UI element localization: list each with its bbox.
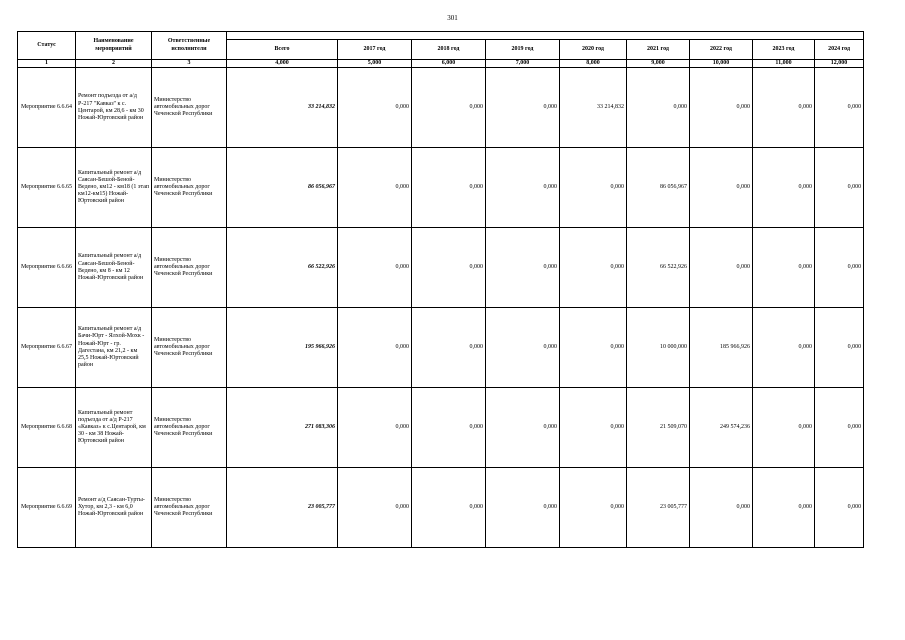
row-value: 0,000 bbox=[486, 308, 560, 388]
row-value: 0,000 bbox=[815, 388, 864, 468]
header-status: Статус bbox=[18, 32, 76, 60]
row-value: 0,000 bbox=[486, 148, 560, 228]
row-value: 0,000 bbox=[486, 228, 560, 308]
column-number: 8,000 bbox=[560, 60, 627, 68]
row-value: 0,000 bbox=[690, 468, 753, 548]
row-value: 0,000 bbox=[690, 148, 753, 228]
column-number: 11,000 bbox=[753, 60, 815, 68]
table-row bbox=[18, 228, 864, 308]
row-value: 0,000 bbox=[753, 468, 815, 548]
header-year: 2024 год bbox=[815, 40, 864, 60]
row-name: Ремонт подъезда от а/д Р-217 "Кавказ" к с. Центарой, км 28,6 - км 30 Ножай-Юртовский район bbox=[76, 68, 152, 148]
row-value: 0,000 bbox=[338, 308, 412, 388]
row-value: 0,000 bbox=[338, 468, 412, 548]
row-value: 0,000 bbox=[486, 68, 560, 148]
row-value: 0,000 bbox=[412, 228, 486, 308]
table-row bbox=[18, 308, 864, 388]
column-number: 6,000 bbox=[412, 60, 486, 68]
row-value: 0,000 bbox=[753, 148, 815, 228]
header-row-top bbox=[18, 32, 864, 40]
row-value: 0,000 bbox=[815, 468, 864, 548]
table-row bbox=[18, 468, 864, 548]
row-value: 0,000 bbox=[338, 388, 412, 468]
row-status: Мероприятие 6.6.67 bbox=[18, 308, 76, 388]
row-value: 0,000 bbox=[815, 228, 864, 308]
header-year: 2017 год bbox=[338, 40, 412, 60]
row-responsible: Министерство автомобильных дорог Чеченской Республики bbox=[152, 468, 227, 548]
row-total: 23 005,777 bbox=[227, 468, 338, 548]
row-name: Ремонт а/д Саясан-Турты-Хутор, км 2,3 - км 6,0 Ножай-Юртовский район bbox=[76, 468, 152, 548]
row-responsible: Министерство автомобильных дорог Чеченской Республики bbox=[152, 228, 227, 308]
row-total: 271 083,306 bbox=[227, 388, 338, 468]
table-row bbox=[18, 148, 864, 228]
header-total: Всего bbox=[227, 40, 338, 60]
page-number: 301 bbox=[447, 14, 458, 22]
row-status: Мероприятие 6.6.68 bbox=[18, 388, 76, 468]
row-value: 0,000 bbox=[690, 228, 753, 308]
header-year: 2022 год bbox=[690, 40, 753, 60]
row-value: 0,000 bbox=[560, 308, 627, 388]
row-responsible: Министерство автомобильных дорог Чеченской Республики bbox=[152, 148, 227, 228]
row-status: Мероприятие 6.6.66 bbox=[18, 228, 76, 308]
header-year: 2018 год bbox=[412, 40, 486, 60]
row-value: 0,000 bbox=[627, 68, 690, 148]
row-value: 0,000 bbox=[815, 68, 864, 148]
header-responsible: Ответственные исполнители bbox=[152, 32, 227, 60]
row-value: 249 574,236 bbox=[690, 388, 753, 468]
row-total: 86 056,967 bbox=[227, 148, 338, 228]
program-table-sheet bbox=[17, 31, 863, 548]
column-number: 7,000 bbox=[486, 60, 560, 68]
header-name: Наименование мероприятий bbox=[76, 32, 152, 60]
row-value: 0,000 bbox=[560, 228, 627, 308]
row-responsible: Министерство автомобильных дорог Чеченской Республики bbox=[152, 388, 227, 468]
row-total: 66 522,926 bbox=[227, 228, 338, 308]
column-number: 2 bbox=[76, 60, 152, 68]
row-responsible: Министерство автомобильных дорог Чеченской Республики bbox=[152, 68, 227, 148]
row-value: 0,000 bbox=[560, 148, 627, 228]
program-table bbox=[17, 31, 864, 548]
table-row bbox=[18, 388, 864, 468]
column-number: 3 bbox=[152, 60, 227, 68]
row-value: 0,000 bbox=[753, 388, 815, 468]
row-value: 0,000 bbox=[753, 228, 815, 308]
row-value: 0,000 bbox=[338, 228, 412, 308]
row-value: 0,000 bbox=[815, 148, 864, 228]
column-number: 12,000 bbox=[815, 60, 864, 68]
column-number: 9,000 bbox=[627, 60, 690, 68]
row-value: 0,000 bbox=[753, 68, 815, 148]
column-number: 5,000 bbox=[338, 60, 412, 68]
row-value: 0,000 bbox=[486, 388, 560, 468]
table-row bbox=[18, 68, 864, 148]
row-responsible: Министерство автомобильных дорог Чеченской Республики bbox=[152, 308, 227, 388]
row-name: Капитальный ремонт а/д Саясан-Бешой-Беной-Ведено, км 8 - км 12 Ножай-Юртовский район bbox=[76, 228, 152, 308]
row-total: 195 966,926 bbox=[227, 308, 338, 388]
row-status: Мероприятие 6.6.69 bbox=[18, 468, 76, 548]
column-number-row bbox=[18, 60, 864, 68]
row-value: 185 966,926 bbox=[690, 308, 753, 388]
row-value: 0,000 bbox=[753, 308, 815, 388]
row-total: 33 214,832 bbox=[227, 68, 338, 148]
row-value: 0,000 bbox=[338, 68, 412, 148]
row-value: 0,000 bbox=[412, 468, 486, 548]
column-number: 4,000 bbox=[227, 60, 338, 68]
column-number: 1 bbox=[18, 60, 76, 68]
row-value: 0,000 bbox=[412, 388, 486, 468]
row-value: 0,000 bbox=[412, 308, 486, 388]
row-value: 0,000 bbox=[560, 468, 627, 548]
row-status: Мероприятие 6.6.65 bbox=[18, 148, 76, 228]
row-name: Капитальный ремонт подъезда от а/д Р-217 «Кавказ» к с.Центарой, км 30 - км 38 Ножай-Юртовский район bbox=[76, 388, 152, 468]
row-value: 0,000 bbox=[338, 148, 412, 228]
header-year: 2019 год bbox=[486, 40, 560, 60]
row-value: 23 005,777 bbox=[627, 468, 690, 548]
row-value: 10 000,000 bbox=[627, 308, 690, 388]
header-year: 2021 год bbox=[627, 40, 690, 60]
column-number: 10,000 bbox=[690, 60, 753, 68]
row-value: 0,000 bbox=[815, 308, 864, 388]
row-value: 0,000 bbox=[560, 388, 627, 468]
row-value: 0,000 bbox=[412, 148, 486, 228]
row-value: 0,000 bbox=[412, 68, 486, 148]
row-value: 66 522,926 bbox=[627, 228, 690, 308]
header-blank-group bbox=[227, 32, 864, 40]
row-name: Капитальный ремонт а/д Саясан-Бешой-Беной-Ведено, км12 - км18 (1 этап км12-км15) Ножай-Юртовский район bbox=[76, 148, 152, 228]
row-value: 86 056,967 bbox=[627, 148, 690, 228]
header-year: 2020 год bbox=[560, 40, 627, 60]
row-value: 0,000 bbox=[486, 468, 560, 548]
row-value: 21 509,070 bbox=[627, 388, 690, 468]
row-value: 33 214,832 bbox=[560, 68, 627, 148]
row-status: Мероприятие 6.6.64 bbox=[18, 68, 76, 148]
row-name: Капитальный ремонт а/д Бачи-Юрт - Ялхой-Мохк - Ножай-Юрт - гр. Дагестана, км 21,2 - км 25,5 Ножай-Юртовский район bbox=[76, 308, 152, 388]
header-year: 2023 год bbox=[753, 40, 815, 60]
row-value: 0,000 bbox=[690, 68, 753, 148]
